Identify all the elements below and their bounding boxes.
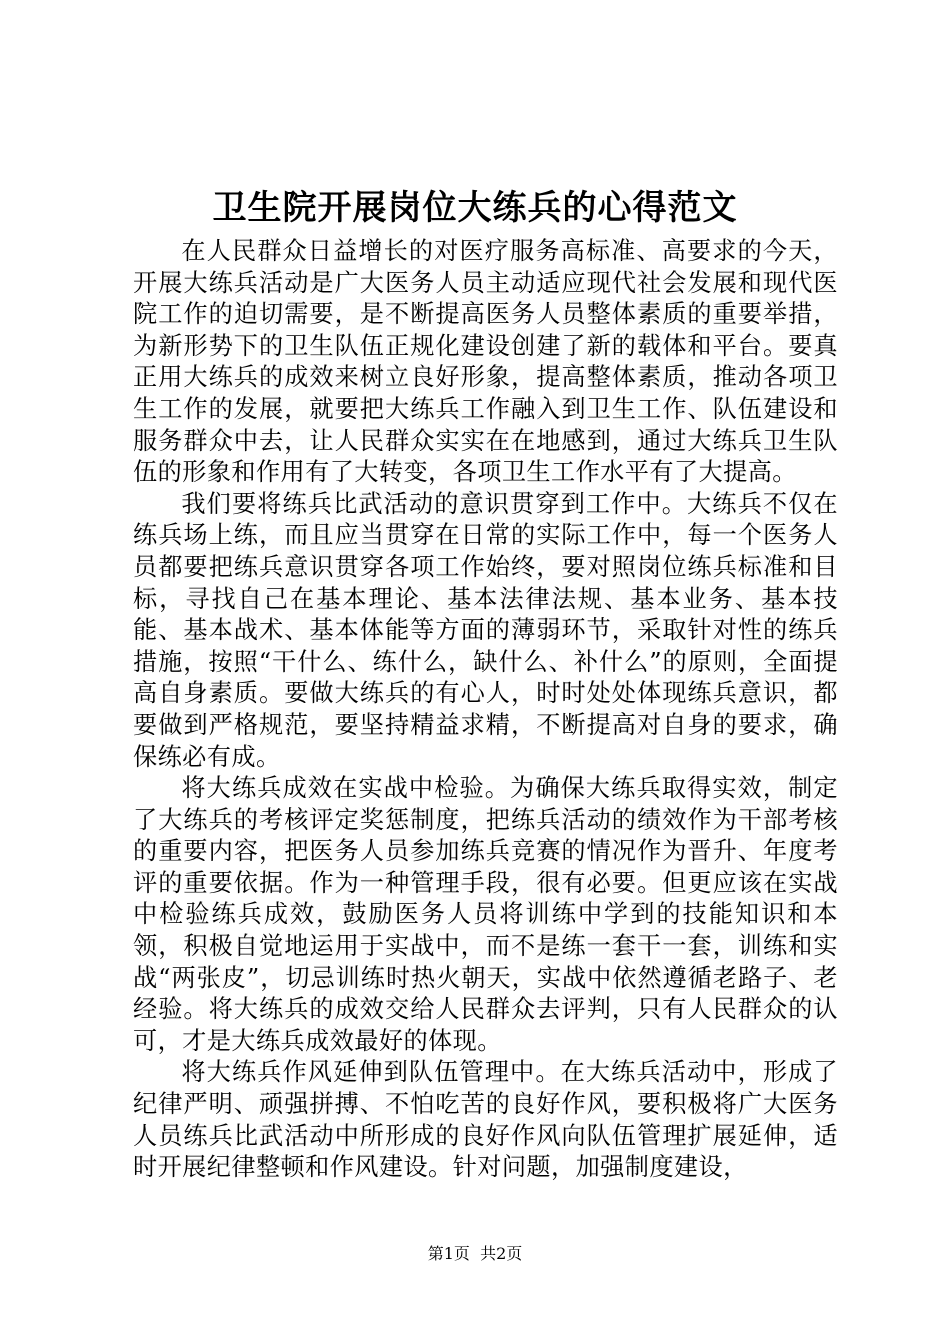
paragraph: 我们要将练兵比武活动的意识贯穿到工作中。大练兵不仅在练兵场上练，而且应当贯穿在日常的实际工作中，每一个医务人员都要把练兵意识贯穿各项工作始终，要对照岗位练兵标准和目标，寻找自己在基本理论、基本法律法规、基本业务、基本技能、基本战术、基本体能等方面的薄弱环节，采取针对性的练兵措施，按照“干什么、练什么，缺什么、补什么”的原则，全面提高自身素质。要做大练兵的有心人，时时处处体现练兵意识，都要做到严格规范，要坚持精益求精，不断提高对自身的要求，确保练必有成。	[133, 489, 838, 771]
page-footer	[0, 1243, 950, 1265]
paragraph: 将大练兵作风延伸到队伍管理中。在大练兵活动中，形成了纪律严明、顽强拼搏、不怕吃苦的良好作风，要积极将广大医务人员练兵比武活动中所形成的良好作风向队伍管理扩展延伸，适时开展纪律整顿和作风建设。针对问题，加强制度建设，	[133, 1058, 838, 1182]
document-body	[133, 236, 838, 1184]
paragraph: 将大练兵成效在实战中检验。为确保大练兵取得实效，制定了大练兵的考核评定奖惩制度，把练兵活动的绩效作为干部考核的重要内容，把医务人员参加练兵竞赛的情况作为晋升、年度考评的重要依据。作为一种管理手段，很有必要。但更应该在实战中检验练兵成效，鼓励医务人员将训练中学到的技能知识和本领，积极自觉地运用于实战中，而不是练一套干一套，训练和实战“两张皮”，切忌训练时热火朝天，实战中依然遵循老路子、老经验。将大练兵的成效交给人民群众去评判，只有人民群众的认可，才是大练兵成效最好的体现。	[133, 774, 838, 1055]
paragraph: 在人民群众日益增长的对医疗服务高标准、高要求的今天，开展大练兵活动是广大医务人员主动适应现代社会发展和现代医院工作的迫切需要，是不断提高医务人员整体素质的重要举措，为新形势下的卫生队伍正规化建设创建了新的载体和平台。要真正用大练兵的成效来树立良好形象，提高整体素质，推动各项卫生工作的发展，就要把大练兵工作融入到卫生工作、队伍建设和服务群众中去，让人民群众实实在在地感到，通过大练兵卫生队伍的形象和作用有了大转变，各项卫生工作水平有了大提高。	[133, 237, 838, 487]
document-title: 卫生院开展岗位大练兵的心得范文	[212, 188, 738, 228]
page-number-info: 第1页 共2页	[427, 1244, 523, 1263]
